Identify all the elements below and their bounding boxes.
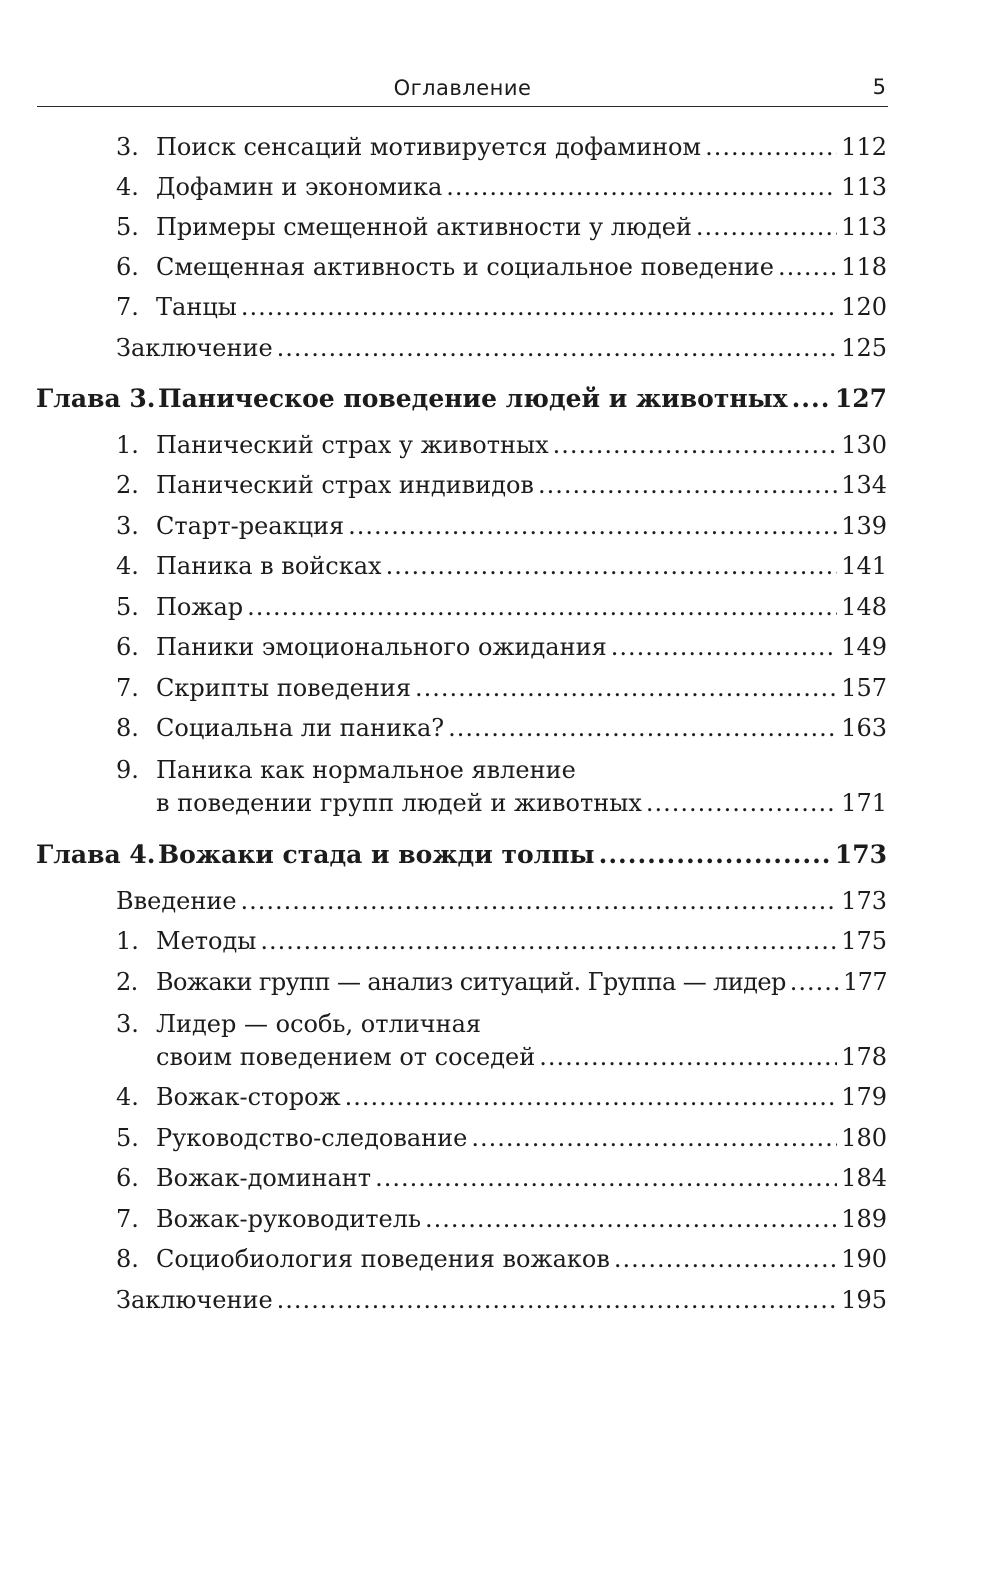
- leader-dots: [415, 673, 837, 703]
- entry-title: Дофамин и экономика: [156, 173, 443, 201]
- entry-title: Панический страх индивидов: [156, 471, 534, 499]
- entry-title: Танцы: [156, 293, 237, 321]
- entry-number: 5.: [116, 213, 139, 241]
- toc-entry: [116, 1244, 887, 1274]
- entry-number: 6.: [116, 633, 139, 661]
- toc-entry: [116, 132, 887, 162]
- entry-page: 148: [841, 593, 887, 621]
- entry-number: 7.: [116, 293, 139, 321]
- entry-title: Паника как нормальное явление: [156, 756, 576, 784]
- entry-number: 7.: [116, 674, 139, 702]
- entry-title: Вожак-руководитель: [156, 1205, 422, 1233]
- leader-dots: [241, 886, 838, 916]
- running-title: Оглавление: [393, 76, 532, 100]
- chapter-heading: [36, 384, 887, 414]
- leader-dots: [538, 470, 837, 500]
- entry-title: Введение: [116, 887, 237, 915]
- leader-dots: [792, 384, 831, 414]
- entry-number: 6.: [116, 1164, 139, 1192]
- entry-page: 113: [841, 213, 887, 241]
- entry-page: 118: [841, 253, 887, 281]
- entry-page: 130: [841, 431, 887, 459]
- chapter-page: 173: [834, 840, 887, 869]
- chapter-title: Вожаки стада и вожди толпы: [158, 840, 595, 869]
- leader-dots: [611, 632, 837, 662]
- leader-dots: [345, 1082, 838, 1112]
- entry-page: 175: [841, 927, 887, 955]
- leader-dots: [705, 132, 837, 162]
- entry-number: 7.: [116, 1205, 139, 1233]
- leader-dots: [539, 1042, 837, 1072]
- entry-number: 3.: [116, 512, 139, 540]
- entry-title: Заключение: [116, 334, 273, 362]
- leader-dots: [778, 252, 837, 282]
- leader-dots: [553, 430, 838, 460]
- toc-entry: [116, 1123, 887, 1153]
- leader-dots: [241, 292, 837, 322]
- entry-number: 1.: [116, 927, 139, 955]
- entry-title: своим поведением от соседей: [156, 1043, 536, 1071]
- entry-title: Вожаки групп — анализ ситуаций. Группа — лидер: [156, 968, 786, 996]
- entry-title: Пожар: [156, 593, 244, 621]
- entry-page: 195: [841, 1286, 887, 1314]
- entry-number: 8.: [116, 714, 139, 742]
- leader-dots: [446, 172, 837, 202]
- entry-page: 149: [841, 633, 887, 661]
- entry-page: 177: [842, 968, 887, 996]
- entry-page: 125: [841, 334, 887, 362]
- entry-number: 5.: [116, 593, 139, 621]
- entry-number: 3.: [116, 1010, 139, 1038]
- toc-entry: [116, 430, 887, 460]
- entry-page: 157: [841, 674, 887, 702]
- chapter-heading: [36, 840, 887, 870]
- entry-title: Руководство-следование: [156, 1124, 468, 1152]
- toc-entry: [116, 673, 887, 703]
- entry-title: Старт-реакция: [156, 512, 345, 540]
- entry-page: 112: [841, 133, 887, 161]
- entry-title: Панический страх у животных: [156, 431, 549, 459]
- toc-entry: [116, 470, 887, 500]
- toc-entry: [116, 967, 887, 997]
- entry-title: Социобиология поведения вожаков: [156, 1245, 610, 1273]
- entry-number: 2.: [116, 471, 139, 499]
- toc-entry-continuation: [156, 1042, 887, 1072]
- toc-entry: [116, 333, 887, 363]
- leader-dots: [448, 713, 837, 743]
- entry-number: 9.: [116, 756, 139, 784]
- entry-number: 8.: [116, 1245, 139, 1273]
- entry-title: Заключение: [116, 1286, 273, 1314]
- leader-dots: [696, 212, 837, 242]
- toc-entry: [116, 172, 887, 202]
- entry-title: Примеры смещенной активности у людей: [156, 213, 692, 241]
- entry-number: 6.: [116, 253, 139, 281]
- page-number: 5: [872, 75, 886, 99]
- entry-page: 113: [841, 173, 887, 201]
- toc-entry-first-line: [116, 1009, 481, 1039]
- entry-title: Вожак-сторож: [156, 1083, 341, 1111]
- entry-page: 120: [841, 293, 887, 321]
- entry-number: 4.: [116, 173, 139, 201]
- entry-page: 179: [841, 1083, 887, 1111]
- entry-title: Скрипты поведения: [156, 674, 411, 702]
- leader-dots: [599, 840, 831, 870]
- chapter-label: Глава 4.: [36, 840, 156, 869]
- leader-dots: [646, 788, 837, 818]
- leader-dots: [471, 1123, 837, 1153]
- leader-dots: [614, 1244, 837, 1274]
- leader-dots: [375, 1163, 837, 1193]
- leader-dots: [386, 551, 838, 581]
- toc-entry: [116, 1082, 887, 1112]
- chapter-title: Паническое поведение людей и животных: [158, 384, 788, 413]
- entry-page: 141: [841, 552, 887, 580]
- entry-title: Социальна ли паника?: [156, 714, 445, 742]
- leader-dots: [425, 1204, 837, 1234]
- entry-title: Смещенная активность и социальное поведение: [156, 253, 774, 281]
- entry-title: Вожак-доминант: [156, 1164, 372, 1192]
- entry-page: 190: [841, 1245, 887, 1273]
- entry-number: 2.: [116, 968, 138, 996]
- entry-title: Поиск сенсаций мотивируется дофамином: [156, 133, 702, 161]
- toc-entry: [116, 252, 887, 282]
- entry-page: 180: [841, 1124, 887, 1152]
- entry-page: 178: [841, 1043, 887, 1071]
- entry-title: в поведении групп людей и животных: [156, 789, 642, 817]
- toc-entry: [116, 592, 887, 622]
- entry-page: 134: [841, 471, 887, 499]
- entry-number: 4.: [116, 1083, 139, 1111]
- toc-entry: [116, 1285, 887, 1315]
- entry-title: Лидер — особь, отличная: [156, 1010, 482, 1038]
- entry-page: 163: [841, 714, 887, 742]
- leader-dots: [348, 511, 837, 541]
- entry-number: 3.: [116, 133, 139, 161]
- toc-entry: [116, 1163, 887, 1193]
- chapter-page: 127: [834, 384, 887, 413]
- toc-entry-first-line: [116, 755, 576, 785]
- toc-entry: [116, 632, 887, 662]
- entry-page: 184: [841, 1164, 887, 1192]
- entry-title: Методы: [156, 927, 257, 955]
- toc-entry: [116, 551, 887, 581]
- entry-page: 171: [841, 789, 887, 817]
- toc-entry: [116, 212, 887, 242]
- entry-number: 4.: [116, 552, 139, 580]
- entry-number: 5.: [116, 1124, 139, 1152]
- chapter-label: Глава 3.: [36, 384, 156, 413]
- leader-dots: [247, 592, 837, 622]
- entry-page: 139: [841, 512, 887, 540]
- entry-number: 1.: [116, 431, 139, 459]
- toc-entry: [116, 926, 887, 956]
- toc-entry: [116, 1204, 887, 1234]
- toc-entry-continuation: [156, 788, 887, 818]
- toc-entry: [116, 511, 887, 541]
- leader-dots: [790, 967, 839, 997]
- entry-page: 189: [841, 1205, 887, 1233]
- toc-entry: [116, 886, 887, 916]
- leader-dots: [277, 1285, 838, 1315]
- entry-title: Паники эмоционального ожидания: [156, 633, 607, 661]
- entry-title: Паника в войсках: [156, 552, 382, 580]
- running-header: [37, 70, 888, 107]
- toc-entry: [116, 292, 887, 322]
- leader-dots: [260, 926, 837, 956]
- leader-dots: [277, 333, 838, 363]
- entry-page: 173: [841, 887, 887, 915]
- toc-entry: [116, 713, 887, 743]
